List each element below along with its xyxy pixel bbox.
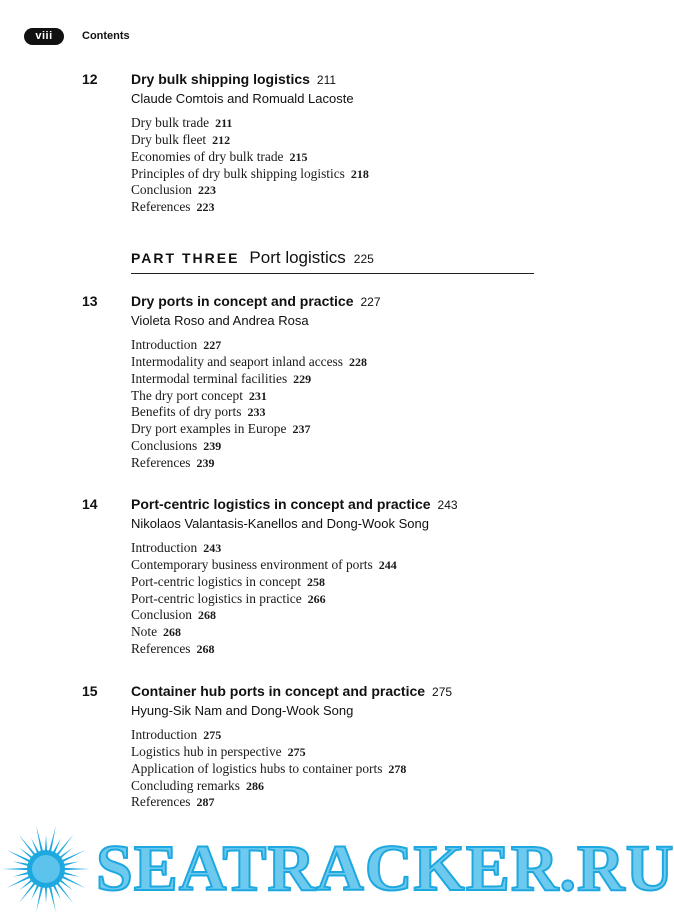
section-list	[131, 540, 552, 658]
running-head: Contents	[82, 30, 130, 42]
part-heading	[131, 248, 534, 274]
sun-ray	[49, 886, 56, 912]
chapter-13	[82, 293, 552, 488]
section-entry[interactable]: The dry port concept 231	[131, 387, 267, 403]
chapter-page: 243	[437, 498, 458, 512]
sun-ray	[62, 850, 86, 862]
sun-ray	[45, 887, 47, 903]
section-entry[interactable]: Conclusion 223	[131, 182, 217, 198]
sun-ray	[63, 872, 79, 877]
chapter-12	[82, 71, 552, 232]
chapter-authors: Violeta Roso and Andrea Rosa	[131, 313, 309, 328]
sun-ray	[62, 876, 86, 888]
section-entry[interactable]: Introduction 243	[131, 540, 222, 555]
sun-ray	[49, 826, 56, 852]
chapter-authors: Nikolaos Valantasis-Kanellos and Dong-Wook Song	[131, 516, 429, 531]
sun-ray	[63, 861, 79, 866]
chapter-14	[82, 496, 552, 674]
chapter-title[interactable]: Dry ports in concept and practice	[131, 293, 354, 309]
section-entry[interactable]: Benefits of dry ports 233	[131, 404, 266, 420]
chapter-15	[82, 683, 552, 827]
section-entry[interactable]: Note 268	[131, 624, 182, 640]
section-entry[interactable]: Conclusion 268	[131, 607, 217, 623]
section-list	[131, 115, 552, 216]
section-entry[interactable]: Conclusions 239	[131, 438, 222, 454]
watermark-text: SEATRACKER.RU	[96, 832, 674, 905]
sun-ray	[64, 868, 90, 870]
section-entry[interactable]: Application of logistics hubs to container ports 278	[131, 760, 407, 776]
section-entry[interactable]: Contemporary business environment of ports 244	[131, 556, 397, 572]
chapter-number: 15	[82, 683, 98, 699]
section-entry[interactable]: Dry bulk fleet 212	[131, 131, 231, 147]
sun-ray	[36, 886, 43, 912]
section-entry[interactable]: Introduction 275	[131, 727, 222, 742]
sun-ray	[45, 835, 47, 851]
sun-ray	[6, 876, 30, 888]
section-entry[interactable]: Intermodal terminal facilities 229	[131, 370, 312, 386]
chapter-number: 13	[82, 293, 98, 309]
section-entry[interactable]: Intermodality and seaport inland access 228	[131, 353, 367, 369]
sun-ray	[2, 868, 28, 870]
section-entry[interactable]: Port-centric logistics in concept 258	[131, 573, 325, 589]
part-label: PART THREE	[131, 250, 240, 266]
chapter-page: 227	[360, 295, 381, 309]
sun-ray	[56, 835, 73, 856]
sun-burst-icon	[0, 826, 92, 913]
section-list	[131, 727, 552, 811]
sun-ray	[6, 850, 30, 862]
section-entry[interactable]: Logistics hub in perspective 275	[131, 743, 306, 759]
watermark	[0, 826, 674, 913]
sun-ray	[19, 882, 36, 903]
section-entry[interactable]: References 239	[131, 454, 215, 470]
chapter-page: 211	[316, 73, 337, 87]
section-entry[interactable]: Economies of dry bulk trade 215	[131, 148, 308, 164]
section-entry[interactable]: Dry bulk trade 211	[131, 115, 233, 130]
section-entry[interactable]: References 223	[131, 199, 215, 215]
chapter-title[interactable]: Dry bulk shipping logistics	[131, 71, 310, 87]
section-entry[interactable]: Principles of dry bulk shipping logistics 218	[131, 165, 369, 181]
section-entry[interactable]: References 287	[131, 794, 215, 810]
page-header	[24, 27, 130, 45]
section-entry[interactable]: Concluding remarks 286	[131, 777, 264, 793]
sun-ray	[13, 861, 29, 866]
chapter-page: 275	[432, 685, 453, 699]
sun-ray	[56, 882, 73, 903]
section-entry[interactable]: References 268	[131, 641, 215, 657]
chapter-title[interactable]: Container hub ports in concept and practice	[131, 683, 426, 699]
chapter-title[interactable]: Port-centric logistics in concept and practice	[131, 496, 431, 512]
section-entry[interactable]: Port-centric logistics in practice 266	[131, 590, 326, 606]
chapter-authors: Hyung-Sik Nam and Dong-Wook Song	[131, 703, 354, 718]
page-number-badge: viii	[24, 28, 64, 45]
sun-ray	[13, 872, 29, 877]
part-title[interactable]: Port logistics	[249, 248, 346, 267]
chapter-number: 12	[82, 71, 98, 87]
chapter-number: 14	[82, 496, 98, 512]
chapter-authors: Claude Comtois and Romuald Lacoste	[131, 91, 354, 106]
part-page: 225	[353, 252, 374, 266]
section-entry[interactable]: Dry port examples in Europe 237	[131, 421, 311, 437]
section-entry[interactable]: Introduction 227	[131, 337, 222, 352]
sun-ray	[19, 835, 36, 856]
sun-ray	[36, 826, 43, 852]
section-list	[131, 337, 552, 472]
